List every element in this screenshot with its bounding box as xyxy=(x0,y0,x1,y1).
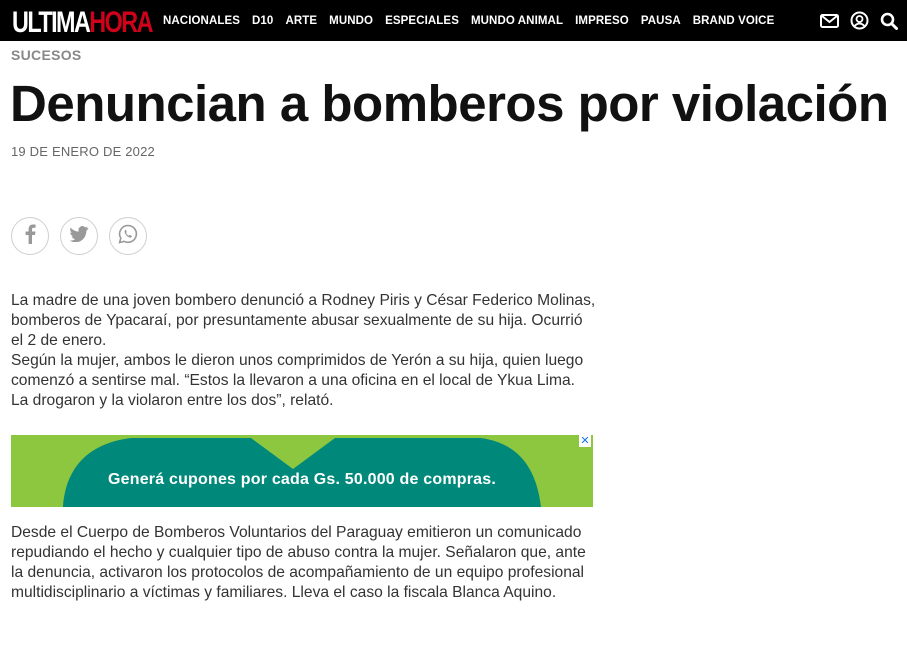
nav-mundo[interactable]: MUNDO xyxy=(329,14,374,27)
share-facebook-button[interactable] xyxy=(11,217,49,255)
header-icons xyxy=(819,0,899,41)
search-icon[interactable] xyxy=(879,11,899,31)
article-date: 19 DE ENERO DE 2022 xyxy=(11,144,155,159)
main-nav xyxy=(163,0,786,41)
mail-icon[interactable] xyxy=(819,11,839,31)
nav-brand-voice[interactable]: BRAND VOICE xyxy=(692,14,775,27)
nav-impreso[interactable]: IMPRESO xyxy=(575,14,629,27)
top-navbar xyxy=(0,0,907,41)
nav-mundo-animal[interactable]: MUNDO ANIMAL xyxy=(470,14,564,27)
twitter-icon xyxy=(69,226,89,247)
nav-pausa[interactable]: PAUSA xyxy=(640,14,681,27)
section-label[interactable]: SUCESOS xyxy=(11,47,82,63)
facebook-icon xyxy=(24,224,36,249)
nav-arte[interactable]: ARTE xyxy=(285,14,318,27)
nav-nacionales[interactable]: NACIONALES xyxy=(163,14,241,27)
nav-d10[interactable]: D10 xyxy=(252,14,274,27)
ad-banner[interactable] xyxy=(11,435,593,507)
article-title: Denuncian a bomberos por violación xyxy=(10,75,889,132)
paragraph-1b-text: Según la mujer, ambos le dieron unos comprimidos de Yerón a su hija, quien luego comenzó a sentirse mal. “Estos la llevaron a una oficina en el local de Ykua Lima. La drogaron y la violaron entre los dos”, relató. xyxy=(11,352,584,409)
share-twitter-button[interactable] xyxy=(60,217,98,255)
site-logo[interactable] xyxy=(12,6,152,38)
ad-text: Generá cupones por cada Gs. 50.000 de compras. xyxy=(107,471,497,488)
whatsapp-icon xyxy=(118,224,138,249)
logo-ultima: ULTIMA xyxy=(12,6,90,39)
nav-especiales[interactable]: ESPECIALES xyxy=(385,14,459,27)
share-whatsapp-button[interactable] xyxy=(109,217,147,255)
article-paragraph-1 xyxy=(11,291,596,411)
paragraph-2-text: Desde el Cuerpo de Bomberos Voluntarios del Paraguay emitieron un comunicado repudiando el hecho y cualquier tipo de abuso contra la mujer. Señalaron que, ante la denuncia, activaron los protocolos de acompañamiento de un equipo profesional multidisciplinario a víctimas y familiares. Lleva el caso la fiscala Blanca Aquino. xyxy=(11,524,586,601)
logo-hora: HORA xyxy=(89,6,152,39)
ad-close-icon[interactable]: ✕ xyxy=(580,435,590,447)
article-paragraph-2 xyxy=(11,523,596,603)
user-icon[interactable] xyxy=(849,11,869,31)
paragraph-1-text: La madre de una joven bombero denunció a Rodney Piris y César Federico Molinas, bomberos de Ypacaraí, por presuntamente abusar sexualmente de su hija. Ocurrió el 2 de enero. xyxy=(11,292,596,349)
share-buttons xyxy=(11,217,147,255)
